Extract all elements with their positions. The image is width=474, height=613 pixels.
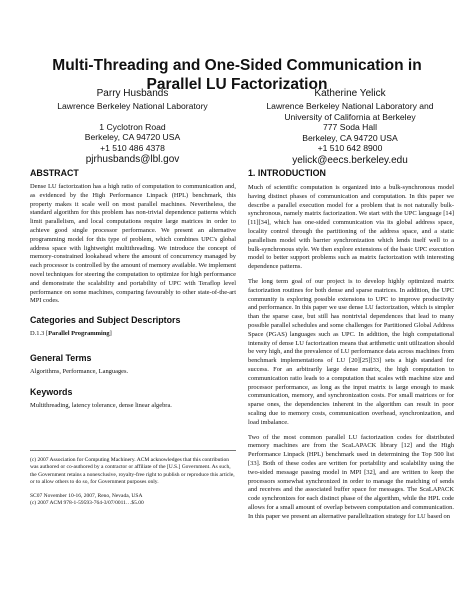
intro-paragraph: Much of scientific computation is organized into a bulk-synchronous model having distinct phases of communication and computation. In this paper we describe a parallel execution model for a problem that is not naturally bulk-synchronous, namely matrix factorization. We start with the UPC language [14][11][34], which has one-sided communication via its global address space, locality control through the partitioning of the address space, and a static parallelism model with barrier synchronization which lends itself well to a bulk-synchronous style. We then explore extensions of the basic UPC execution model to better support problems such as matrix factorization with interesting dependence patterns. — [248, 184, 454, 271]
categories-text — [30, 330, 236, 339]
keywords-text: Multithreading, latency tolerance, dense linear algebra. — [30, 401, 172, 409]
category-name: Parallel Programming — [48, 330, 110, 338]
general-terms-heading: General Terms — [30, 352, 92, 363]
author-affiliation: Lawrence Berkeley National Laboratory and — [266, 101, 434, 111]
author-name: Parry Husbands — [96, 88, 169, 99]
author-2 — [240, 88, 460, 167]
author-address-line: Berkeley, CA 94720 USA — [84, 132, 181, 142]
abstract-text: Dense LU factorization has a high ratio of computation to communication and, as evidenced by the High Performance Linpack (HPL) benchmark, this property makes it scale well on most parallel machines. Nevertheless, the standard algorithm for this problem has non-trivial dependence patterns which limit parallelism, and local computations require large matrices in order to achieve good single processor performance. We present an alternative programming model for this type of problem, which combines UPC's global address space with lightweight multithreading. We introduce the concept of memory-constrained lookahead where the amount of concurrency managed by each processor is controlled by the amount of memory available. We implement novel techniques for steering the computation to optimize for high performance and demonstrate the scalability and portability of UPC with Teraflop level performance on some machines, comparing favourably to other state-of-the-art MPI codes. — [30, 183, 236, 305]
author-address-line: Berkeley, CA 94720 USA — [302, 132, 398, 143]
author-phone: +1 510 642 8900 — [317, 143, 383, 153]
author-affiliation: University of California at Berkeley — [284, 111, 416, 122]
author-address-line: 777 Soda Hall — [323, 122, 377, 132]
copyright-notice: (c) 2007 Association for Computing Machinery. ACM acknowledges that this contribution was authored or co-authored by a contractor or affiliate of the [U.S.] Government. As such, the Government retains a nonexclusive, royalty-free right to publish or reproduce this article, or to allow others to do so, for Government purposes only. — [30, 457, 235, 486]
paper-title-line-2: Parallel LU Factorization — [146, 76, 328, 93]
intro-paragraph: The long term goal of our project is to develop highly optimized matrix factorization routines for both dense and sparse matrices. In addition, the UPC community is exploring possible extensions to UPC to improve productivity and performance. In this paper we use dense LU factorization, which is simpler than the sparse case, but still has nontrivial dependences that lead to many possible parallel schedules and some challenges for Partitioned Global Address Space (PGAS) languages such as UPC. In addition, the high computational intensity of dense LU factorization means that arithmetic unit utilization should be very high, and the prevalence of LU performance data across machines from benchmark implementations of LU [20][25][33] sets a high standard for success. For an arbitrarily large dense matrix, the high computation to communication ratio leads to a computation that scales with machine size and processor performance, as long as the input matrix is large enough to mask communication, memory, and synchronization costs. For small matrices or for sparse ones, the dependencies inherent in the algorithm can result in poor scaling due to memory costs, communication overhead, synchronization, and load imbalance. — [248, 277, 454, 426]
author-affiliation: Lawrence Berkeley National Laboratory — [57, 101, 208, 111]
intro-paragraph: Two of the most common parallel LU factorization codes for distributed memory machines are from the ScaLAPACK library [12] and the High Performance Linpack (HPL) benchmark used in determining the Top 500 list [33]. Both of these codes are written for portability and scalability using the two-sided message passing model in MPI [32], and are written to keep the processors somewhat synchronized in order to manage the matching of sends and receives and the associated buffer space for messages. The ScaLAPACK code synchronizes for each distinct phase of the algorithm, while the HPL code allows for a small amount of overlap between computation and communication. In this paper we present an alternative parallelization strategy for LU based on — [248, 433, 454, 520]
author-email: pjrhusbands@lbl.gov — [85, 154, 180, 165]
author-phone: +1 510 486 4378 — [100, 142, 165, 153]
keywords-heading: Keywords — [30, 386, 73, 397]
left-column — [30, 168, 236, 417]
copyright-block — [30, 450, 236, 507]
author-email: yelick@eecs.berkeley.edu — [292, 154, 408, 166]
conference-line: SC07 November 10-16, 2007, Reno, Nevada, USA — [30, 492, 143, 499]
abstract-heading: ABSTRACT — [30, 168, 79, 178]
introduction-heading: 1. INTRODUCTION — [248, 168, 326, 178]
author-name: Katherine Yelick — [314, 88, 386, 99]
right-column — [248, 168, 454, 527]
author-1 — [25, 88, 240, 166]
author-address-line: 1 Cyclotron Road — [99, 121, 166, 132]
isbn-line: (c) 2007 ACM 978-1-59593-764-3/07/0011…$5.00 — [30, 500, 144, 507]
category-code: D.1.3 [ — [30, 330, 49, 338]
categories-heading: Categories and Subject Descriptors — [30, 315, 181, 326]
paper-title-line-1: Multi-Threading and One-Sided Communication in — [52, 57, 422, 74]
category-close: ] — [109, 330, 112, 338]
general-terms-text: Algorithms, Performance, Languages. — [30, 367, 129, 375]
